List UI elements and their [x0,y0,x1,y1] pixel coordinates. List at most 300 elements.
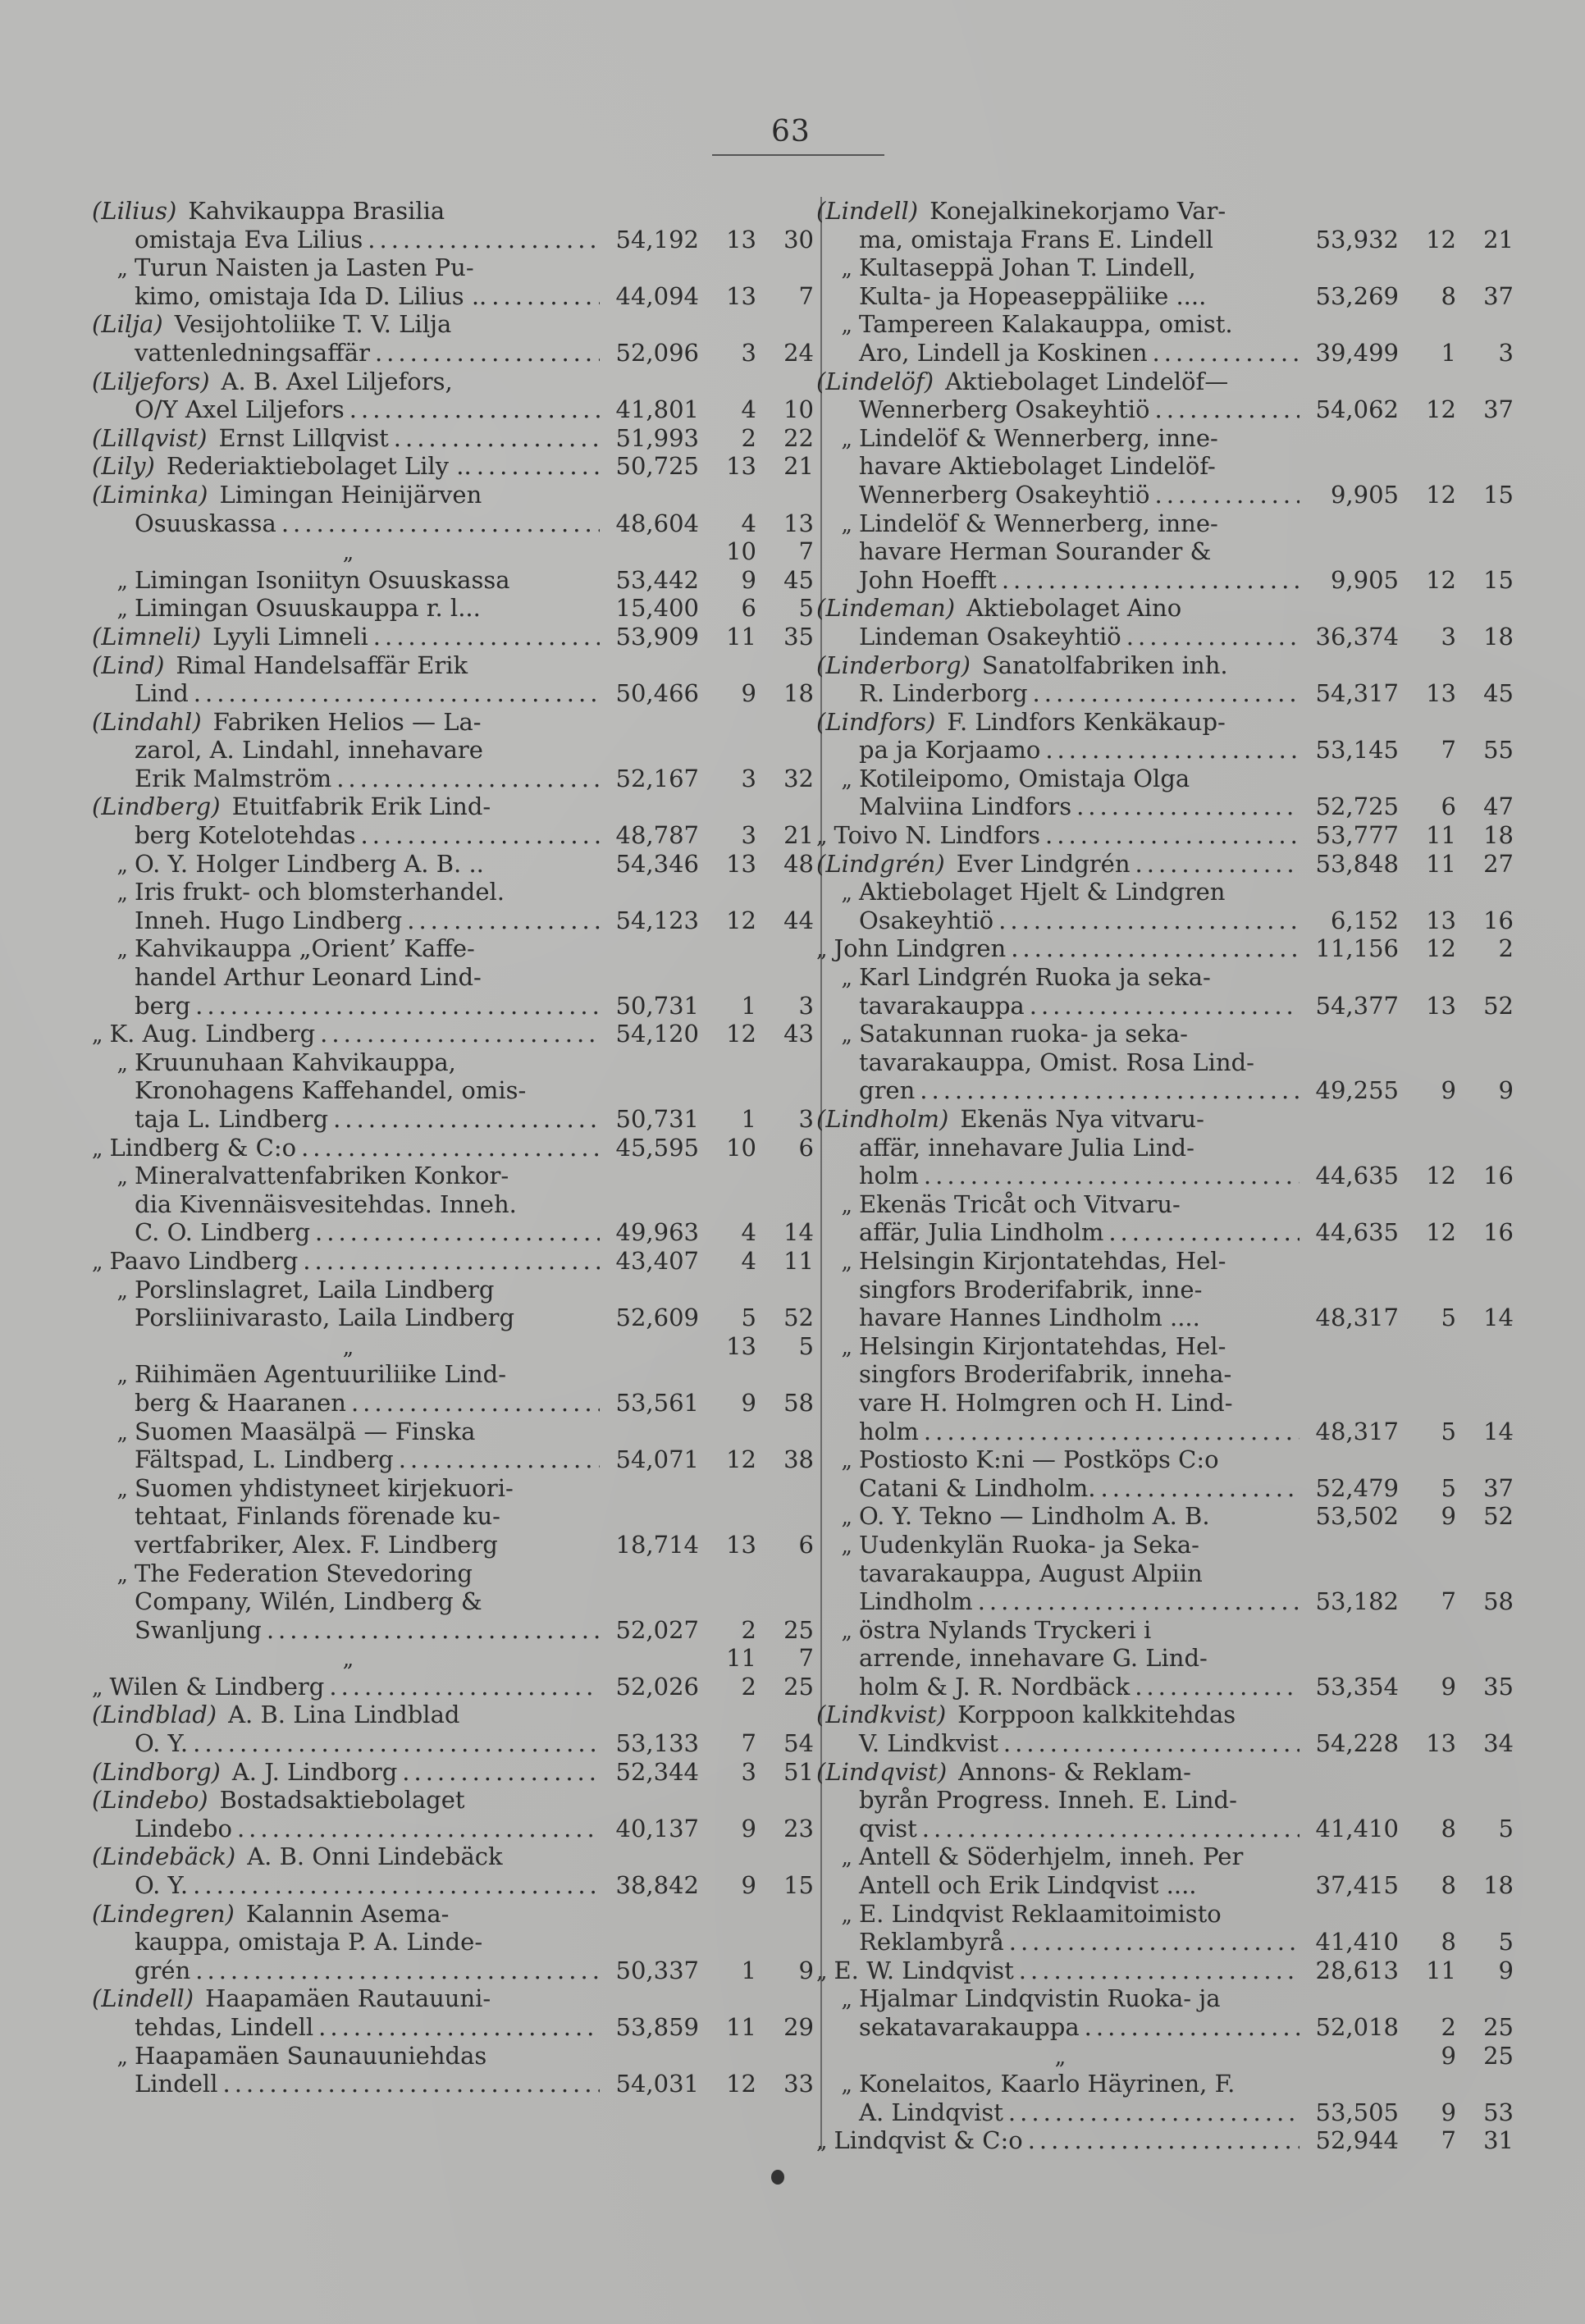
entry-line [816,310,1514,339]
entry-name: Lind [135,679,189,708]
directory-entry [816,1842,1514,1899]
entry-name: tehdas, Lindell [135,2013,314,2041]
entry-line [92,1048,814,1077]
day-value: 1 [741,991,756,1020]
entry-text [92,594,605,624]
count-value: 37 [1483,395,1514,424]
entry-line [816,765,1514,793]
entry-text [92,1474,605,1504]
entry-text [92,679,605,708]
entry-text [92,1105,605,1134]
entry-line [816,339,1514,368]
dot-leader [373,623,600,651]
directory-entry [92,1332,814,1361]
day-value: 3 [741,1757,756,1786]
entry-line [92,679,814,708]
entry-line [816,906,1514,935]
day-value: 12 [1426,1162,1456,1190]
entry-text [92,1162,605,1192]
amount-value: 49,255 [1315,1076,1399,1105]
entry-text [816,1616,1304,1646]
entry-line [816,1332,1514,1361]
entry-text [816,424,1304,454]
amount-value: 44,094 [615,281,699,310]
count-value: 5 [1498,1928,1514,1956]
entry-name: Fältspad, L. Lindberg [135,1445,394,1474]
entry-line [816,651,1514,680]
entry-line [816,452,1514,481]
entry-text [816,878,1304,908]
entry-keyword: (Lind) [92,651,165,679]
day-value: 3 [741,764,756,792]
entry-name: Catani & Lindholm. [859,1473,1096,1502]
ditto-mark: „ [116,1363,128,1389]
amount-value: 54,062 [1315,395,1399,424]
entry-text [92,1646,605,1674]
day-value: 4 [741,509,756,537]
dot-leader [978,1587,1300,1616]
entry-text [92,1247,605,1277]
dot-leader [1009,1928,1300,1956]
amount-value: 54,031 [615,2070,699,2098]
directory-entry [92,878,814,934]
entry-line [816,226,1514,254]
amount-value: 41,410 [1315,1814,1399,1842]
entry-text [92,1701,605,1729]
entry-line [816,963,1514,992]
entry-name: A. B. Lina Lindblad [228,1701,460,1729]
entry-text [816,310,1304,340]
amount-value: 54,346 [615,849,699,878]
entry-text [816,1360,1304,1389]
entry-text [92,1076,605,1105]
ditto-mark: „ [841,1902,852,1928]
directory-entry [92,1474,814,1559]
day-value: 13 [726,1331,756,1360]
dot-leader [375,339,600,368]
directory-entry [92,1559,814,1645]
entry-name: Riihimäen Agentuuriliike Lind- [135,1360,507,1389]
entry-text [92,1729,605,1758]
amount-value: 53,505 [1315,2098,1399,2126]
entry-name: Kronohagens Kaffehandel, omis- [135,1076,527,1105]
amount-value: 53,502 [1315,1502,1399,1531]
entry-text [92,1956,605,1985]
entry-line [816,197,1514,226]
entry-line [92,1389,814,1418]
count-value: 5 [1498,1814,1514,1842]
amount-value: 53,182 [1315,1587,1399,1616]
directory-entry [816,2070,1514,2126]
entry-text [816,1162,1304,1190]
entry-name: Osuuskassa [135,509,276,537]
entry-line [816,481,1514,509]
entry-keyword: (Linderborg) [816,651,971,679]
directory-entry [816,424,1514,509]
dot-leader [223,2070,601,2098]
entry-line [92,481,814,509]
entry-text [92,1531,605,1559]
day-value: 3 [741,338,756,367]
ditto-mark: „ [116,1051,128,1076]
ditto-mark: „ [116,1420,128,1445]
entry-name: Uudenkylän Ruoka- ja Seka- [859,1530,1199,1559]
amount-value: 54,123 [615,906,699,934]
directory-entry [92,1360,814,1417]
entry-name: havare Aktiebolaget Lindelöf- [859,452,1216,481]
day-value: 12 [1426,225,1456,253]
entry-name: Lyyli Limneli [212,622,368,651]
entry-text [816,1587,1304,1616]
ditto-mark: „ [816,1959,828,1984]
count-value: 16 [1483,906,1514,934]
entry-keyword: (Liljefors) [92,367,210,395]
day-value: 9 [741,1814,756,1842]
entry-name: Limingan Heinijärven [219,480,482,509]
entry-text [816,594,1304,623]
entry-name: Lindqvist & C:o [834,2126,1023,2155]
count-value: 3 [1498,338,1514,367]
day-value: 4 [741,1218,756,1247]
count-value: 18 [1483,1871,1514,1900]
entry-text [92,878,605,908]
entry-name: singfors Broderifabrik, inne- [859,1275,1203,1304]
entry-line [92,1673,814,1701]
directory-entry [816,1701,1514,1757]
entry-line [92,2042,814,2071]
count-value: 58 [783,1388,814,1417]
amount-value: 53,133 [615,1729,699,1758]
entry-name: affär, Julia Lindholm [859,1218,1104,1247]
count-value: 6 [798,1530,814,1559]
entry-name: O. Y. Holger Lindberg A. B. .. [135,849,484,878]
entry-line [816,934,1514,963]
ditto-mark: „ [816,824,828,850]
entry-text [816,2126,1304,2157]
entry-line [92,736,814,765]
entry-line [92,1815,814,1843]
count-value: 25 [783,1615,814,1644]
entry-keyword: (Lindell) [92,1984,194,2013]
directory-entry [92,1418,814,1474]
amount-value: 48,317 [1315,1417,1399,1445]
dot-leader [477,452,600,481]
entry-line [92,594,814,623]
entry-name: tavarakauppa, Omist. Rosa Lind- [859,1048,1254,1076]
ditto-mark: „ [841,1505,852,1531]
entry-line [816,2013,1514,2042]
entry-name: Limingan Isoniityn Osuuskassa [135,565,510,594]
count-value: 37 [1483,1473,1514,1502]
entry-text [816,821,1304,852]
directory-entry [816,1758,1514,1843]
count-value: 22 [783,423,814,452]
entry-line [92,1502,814,1531]
entry-name: C. O. Lindberg [135,1218,311,1247]
entry-text [92,1190,605,1219]
amount-value: 52,725 [1315,792,1399,821]
amount-value: 54,071 [615,1445,699,1474]
entry-name: dia Kivennäisvesitehdas. Inneh. [135,1189,517,1218]
entry-text [816,1134,1304,1162]
entry-line [816,792,1514,821]
entry-name: tehtaat, Finlands förenade ku- [135,1502,500,1531]
amount-value: 52,479 [1315,1473,1399,1502]
dot-leader [1155,395,1300,424]
directory-entry [92,1786,814,1842]
day-value: 1 [741,1105,756,1133]
amount-value: 53,848 [1315,849,1399,878]
entry-line [816,1815,1514,1843]
count-value: 3 [798,991,814,1020]
count-value: 37 [1483,281,1514,310]
amount-value: 54,317 [1315,679,1399,708]
page-number: 63 [771,115,811,148]
entry-line [816,1673,1514,1701]
entry-line [92,1871,814,1900]
amount-value: 53,777 [1315,821,1399,850]
entry-text [816,623,1304,651]
entry-line [92,537,814,566]
count-value: 53 [1483,2098,1514,2126]
entry-name: Vesijohtoliike T. V. Lilja [174,310,452,339]
day-value: 12 [1426,1218,1456,1247]
day-value: 7 [1441,2126,1456,2155]
ditto-mark: „ [92,1136,103,1162]
entry-name: O. Y. Tekno — Lindholm A. B. [859,1502,1210,1531]
entry-text [92,1389,605,1418]
entry-text [816,736,1304,765]
entry-text [816,226,1304,254]
entry-keyword: (Lindfors) [816,707,936,736]
day-value: 12 [726,1445,756,1474]
entry-text [816,934,1304,965]
dot-leader [924,1418,1300,1446]
entry-line [816,594,1514,623]
directory-entry [816,651,1514,708]
entry-text [92,339,605,368]
entry-line [816,1928,1514,1956]
entry-line [816,1502,1514,1531]
amount-value: 44,635 [1315,1162,1399,1190]
amount-value: 41,410 [1315,1928,1399,1956]
day-value: 3 [1441,622,1456,651]
entry-keyword: (Lindahl) [92,707,202,736]
count-value: 58 [1483,1587,1514,1616]
entry-text [816,1900,1304,1930]
directory-entry [816,310,1514,367]
entry-line [816,1048,1514,1077]
entry-name: Kruunuhaan Kahvikauppa, [135,1048,456,1076]
directory-entry [816,1531,1514,1616]
entry-line [816,1418,1514,1446]
count-value: 18 [1483,622,1514,651]
ditto-mark: „ [841,1249,852,1275]
entry-name: O. Y. [135,1729,189,1758]
entry-keyword: (Liminka) [92,480,208,509]
ditto-mark: „ [841,881,852,906]
entry-keyword: (Lindebäck) [92,1842,236,1871]
dot-leader [336,765,600,793]
ditto-mark: „ [92,1675,103,1701]
entry-text [816,481,1304,509]
right-column [816,197,1514,2155]
entry-text [92,509,605,538]
entry-text [816,992,1304,1020]
directory-entry [92,1247,814,1276]
entry-text [816,368,1304,396]
directory-entry [92,1984,814,2041]
entry-line [816,1984,1514,2013]
entry-line [816,1644,1514,1673]
count-value: 5 [798,1331,814,1360]
entry-name: Paavo Lindberg [109,1246,299,1275]
entry-line [816,395,1514,424]
dot-leader [924,1162,1300,1190]
directory-entry [92,1842,814,1899]
entry-name: Antell & Söderhjelm, inneh. Per [859,1842,1244,1871]
amount-value: 36,374 [1315,622,1399,651]
entry-keyword: (Lindeman) [816,594,956,623]
entry-line [92,1786,814,1815]
entry-text [816,1105,1304,1134]
entry-text [92,481,605,509]
entry-name: Ekenäs Nya vitvaru- [960,1105,1204,1133]
count-value: 15 [1483,480,1514,509]
ditto-mark: „ [841,1449,852,1474]
dot-leader [1019,1956,1300,1985]
count-value: 30 [783,225,814,253]
day-value: 13 [726,849,756,878]
entry-line [92,1332,814,1361]
directory-entry [816,1105,1514,1190]
entry-keyword: (Lindgrén) [816,849,945,878]
entry-line [816,1956,1514,1985]
day-value: 13 [1426,991,1456,1020]
entry-text [816,1218,1304,1247]
entry-name: A. J. Lindborg [231,1757,398,1786]
entry-text [816,452,1304,481]
day-value: 8 [1441,1871,1456,1900]
entry-name: berg Kotelotehdas [135,821,356,850]
entry-name: Mineralvattenfabriken Konkor- [135,1162,509,1190]
entry-text [816,2043,1304,2072]
entry-text [92,1587,605,1616]
directory-entry [816,368,1514,424]
amount-value: 48,787 [615,821,699,850]
entry-line [816,1758,1514,1787]
entry-line [92,1020,814,1048]
count-value: 35 [1483,1672,1514,1701]
ditto-mark: „ [116,881,128,906]
entry-text [92,1276,605,1306]
entry-name: Kahvikauppa „Orient’ Kaffe- [135,934,475,963]
entry-line [92,1218,814,1247]
amount-value: 43,407 [615,1246,699,1275]
entry-text [816,509,1304,540]
entry-text [816,708,1304,737]
dot-leader [1011,934,1300,963]
entry-text [92,2042,605,2072]
count-value: 16 [1483,1218,1514,1247]
entry-keyword: (Lindholm) [816,1105,949,1133]
ditto-mark: „ [116,1562,128,1587]
entry-text [92,1048,605,1079]
count-value: 6 [798,1133,814,1162]
entry-name: Aktiebolaget Aino [966,594,1182,623]
entry-line [92,197,814,226]
entry-text [92,1673,605,1703]
day-value: 4 [741,395,756,424]
entry-text [816,1815,1304,1843]
entry-text [816,395,1304,424]
dot-leader [237,1815,600,1843]
entry-name: A. B. Onni Lindebäck [247,1842,503,1871]
day-value: 12 [1426,934,1456,963]
entry-text [816,2013,1304,2042]
day-value: 12 [726,906,756,934]
dot-leader [1045,736,1300,765]
directory-entry [92,1276,814,1332]
amount-value: 38,842 [615,1871,699,1900]
day-value: 11 [726,1644,756,1673]
day-value: 13 [726,452,756,481]
day-value: 12 [726,2070,756,2098]
entry-line [92,1445,814,1474]
amount-value: 52,167 [615,764,699,792]
amount-value: 52,609 [615,1304,699,1332]
entry-text [92,1984,605,2013]
entry-line [92,1644,814,1673]
amount-value: 50,731 [615,1105,699,1133]
entry-name: F. Lindfors Kenkäkaup- [947,707,1226,736]
dot-leader [1153,339,1300,368]
entry-line [816,566,1514,595]
dot-leader [195,1956,600,1985]
amount-value: 9,905 [1330,565,1399,594]
entry-text [816,2098,1304,2127]
entry-line [92,934,814,963]
dot-leader [1076,792,1300,821]
entry-text [816,1701,1304,1729]
entry-keyword: (Lilja) [92,310,163,339]
dot-leader [1002,566,1300,595]
day-value: 9 [1441,1076,1456,1105]
amount-value: 37,415 [1315,1871,1399,1900]
entry-name: berg [135,991,191,1020]
day-value: 5 [741,1304,756,1332]
entry-keyword: (Lindell) [816,197,919,225]
entry-text [92,1360,605,1390]
amount-value: 52,027 [615,1615,699,1644]
ditto-mark: „ [342,1647,354,1673]
entry-name: havare Herman Sourander & [859,537,1212,566]
count-value: 25 [1483,2041,1514,2070]
directory-entry [92,253,814,310]
entry-name: John Hoefft [859,565,997,594]
entry-text [816,765,1304,795]
entry-text [816,1190,1304,1221]
left-column [92,197,814,2098]
count-value: 29 [783,2013,814,2041]
entry-line [816,424,1514,453]
dot-leader [1101,1474,1300,1503]
entry-line [816,1304,1514,1332]
day-value: 7 [1441,736,1456,765]
day-value: 7 [1441,1587,1456,1616]
entry-text [816,1644,1304,1673]
count-value: 7 [798,1644,814,1673]
